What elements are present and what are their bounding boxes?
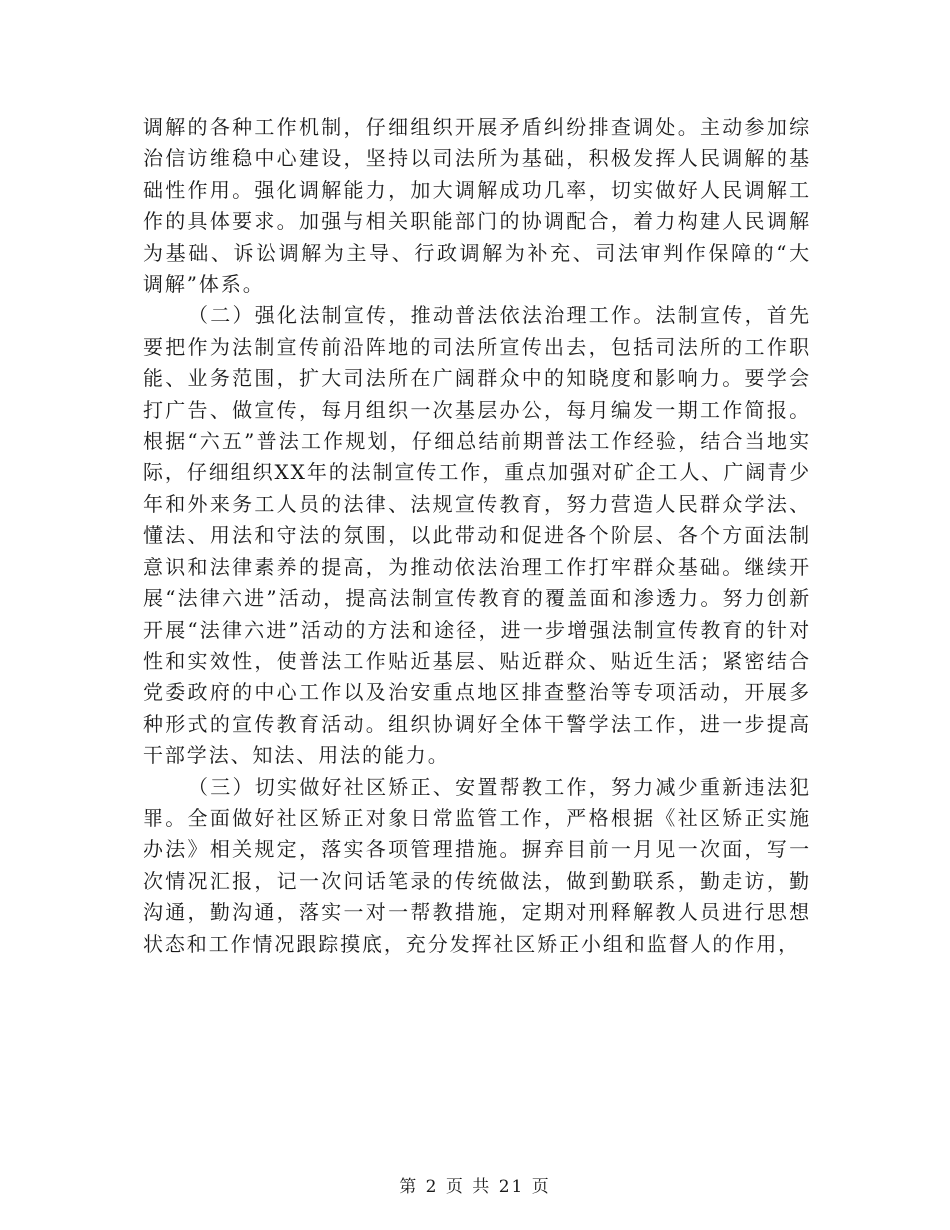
paragraph-1: 调解的各种工作机制，仔细组织开展矛盾纠纷排查调处。主动参加综治信访维稳中心建设，坚持以司法所为基础，积极发挥人民调解的基础性作用。强化调解能力，加大调解成功几率，切实做好人民调解工作的具体要求。加强与相关职能部门的协调配合，着力构建人民调解为基础、诉讼调解为主导、行政调解为补充、司法审判作保障的“大调解”体系。 bbox=[143, 115, 811, 297]
page-label-prefix: 第 bbox=[399, 1177, 419, 1197]
current-page-number: 2 bbox=[425, 1177, 439, 1197]
page-label-mid: 页 共 bbox=[445, 1177, 492, 1197]
page-label-suffix: 页 bbox=[531, 1177, 551, 1197]
total-pages-number: 21 bbox=[498, 1177, 525, 1197]
paragraph-3: （三）切实做好社区矫正、安置帮教工作，努力减少重新违法犯罪。全面做好社区矫正对象日常监管工作，严格根据《社区矫正实施办法》相关规定，落实各项管理措施。摒弃目前一月见一次面，写一次情况汇报，记一次问话笔录的传统做法，做到勤联系，勤走访，勤沟通，勤沟通，落实一对一帮教措施，定期对刑释解教人员进行思想状态和工作情况跟踪摸底，充分发挥社区矫正小组和监督人的作用， bbox=[143, 774, 811, 956]
paragraph-2: （二）强化法制宣传，推动普法依法治理工作。法制宣传，首先要把作为法制宣传前沿阵地的司法所宣传出去，包括司法所的工作职能、业务范围，扩大司法所在广阔群众中的知晓度和影响力。要学会打广告、做宣传，每月组织一次基层办公，每月编发一期工作简报。根据“六五”普法工作规划，仔细总结前期普法工作经验，结合当地实际，仔细组织XX年的法制宣传工作，重点加强对矿企工人、广阔青少年和外来务工人员的法律、法规宣传教育，努力营造人民群众学法、懂法、用法和守法的氛围，以此带动和促进各个阶层、各个方面法制意识和法律素养的提高，为推动依法治理工作打牢群众基础。继续开展“法律六进”活动，提高法制宣传教育的覆盖面和渗透力。努力创新开展“法律六进”活动的方法和途径，进一步增强法制宣传教育的针对性和实效性，使普法工作贴近基层、贴近群众、贴近生活；紧密结合党委政府的中心工作以及治安重点地区排查整治等专项活动，开展多种形式的宣传教育活动。组织协调好全体干警学法工作，进一步提高干部学法、知法、用法的能力。 bbox=[143, 303, 811, 768]
page-footer bbox=[0, 1172, 950, 1197]
document-body bbox=[143, 112, 811, 960]
